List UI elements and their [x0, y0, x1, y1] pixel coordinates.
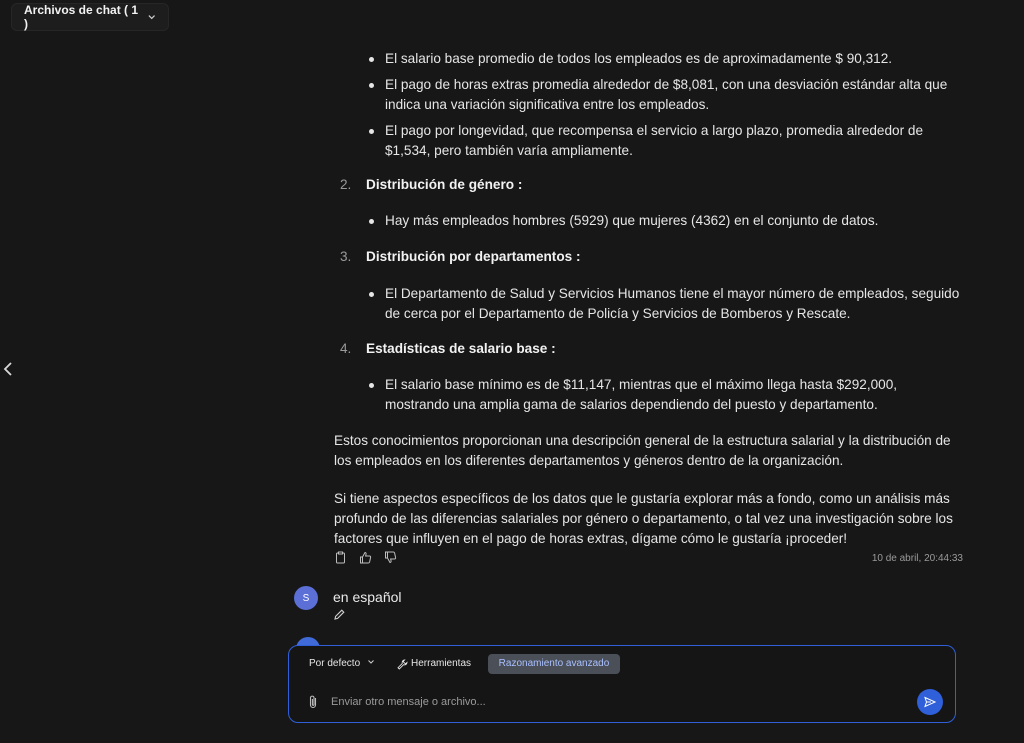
- model-select[interactable]: [301, 654, 383, 674]
- section-heading: 2. Distribución de género :: [340, 177, 523, 192]
- list-item: El salario base mínimo es de $11,147, mientras que el máximo llega hasta $292,000, mostrando una amplia gama de salarios dependiendo del puesto y departamento.: [334, 375, 964, 415]
- thumbs-down-button[interactable]: [384, 551, 397, 564]
- message-timestamp: 10 de abril, 20:44:33: [871, 553, 963, 564]
- section-heading: 3. Distribución por departamentos :: [340, 249, 581, 264]
- list-item: El pago por longevidad, que recompensa el servicio a largo plazo, promedia alrededor de $1,534, pero también varía ampliamente.: [334, 121, 964, 161]
- list-item: Hay más empleados hombres (5929) que mujeres (4362) en el conjunto de datos.: [334, 211, 964, 231]
- list-item: El salario base promedio de todos los empleados es de aproximadamente $ 90,312.: [334, 49, 964, 69]
- assistant-paragraph: Si tiene aspectos específicos de los datos que le gustaría explorar más a fondo, como un análisis más profundo de las diferencias salariales por género o departamento, o tal vez una investigación sobre los factores que influyen en el pago de horas extras, dígame cómo le gustaría ¡proceder!: [334, 491, 953, 546]
- send-button[interactable]: [917, 689, 943, 715]
- section-heading: 4. Estadísticas de salario base :: [340, 341, 556, 356]
- message-composer: [288, 645, 956, 723]
- section-bullets: [334, 375, 964, 421]
- message-input[interactable]: [329, 690, 893, 714]
- assistant-paragraph: Estos conocimientos proporcionan una descripción general de la estructura salarial y la distribución de los empleados en los diferentes departamentos y géneros dentro de la organización.: [334, 433, 951, 468]
- tools-label: Herramientas: [411, 658, 472, 669]
- user-message-text: en español: [333, 589, 402, 605]
- copy-button[interactable]: [334, 551, 347, 564]
- clipboard-icon: [334, 551, 347, 564]
- message-actions: [334, 551, 397, 564]
- assistant-bullet-group: [334, 49, 964, 167]
- section-bullets: [334, 211, 964, 237]
- advanced-reasoning-toggle[interactable]: Razonamiento avanzado: [488, 654, 620, 674]
- thumbs-up-icon: [359, 551, 372, 564]
- paperclip-icon[interactable]: [307, 694, 319, 710]
- thumbs-up-button[interactable]: [359, 551, 372, 564]
- send-icon: [924, 696, 936, 708]
- list-item: El pago de horas extras promedia alrededor de $8,081, con una desviación estándar alta que indica una variación significativa entre los empleados.: [334, 75, 964, 115]
- list-item: El Departamento de Salud y Servicios Humanos tiene el mayor número de empleados, seguido de cerca por el Departamento de Policía y Servicios de Bomberos y Rescate.: [334, 284, 964, 324]
- avatar: S: [294, 586, 318, 610]
- pencil-icon[interactable]: [333, 608, 346, 621]
- section-bullets: [334, 284, 964, 330]
- chat-files-label: Archivos de chat ( 1 ): [24, 3, 139, 31]
- chevron-down-icon: [367, 658, 375, 666]
- model-select-label: Por defecto: [309, 658, 361, 669]
- tools-button[interactable]: [389, 654, 479, 674]
- thumbs-down-icon: [384, 551, 397, 564]
- wrench-icon: [397, 659, 408, 670]
